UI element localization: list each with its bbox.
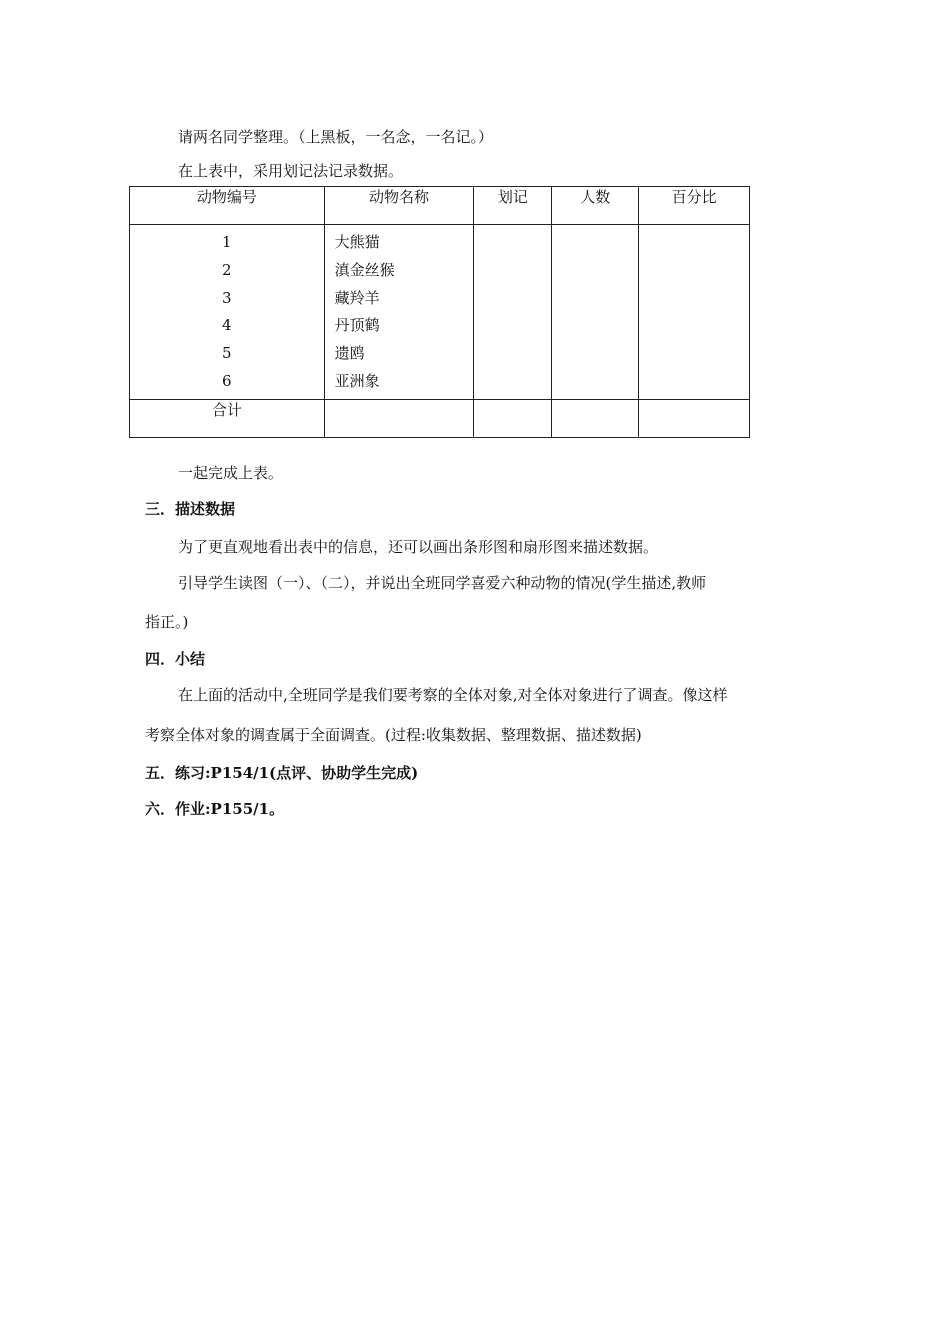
animal-name-column xyxy=(324,225,474,400)
header-animal-id: 动物编号 xyxy=(130,187,325,225)
animal-tally-table xyxy=(129,186,750,438)
instruction-paragraph: 请两名同学整理。（上黑板，一名念，一名记。） xyxy=(178,128,494,146)
summary-paragraph-line2: 考察全体对象的调查属于全面调查。(过程:收集数据、整理数据、描述数据) xyxy=(145,726,642,744)
animal-name: 大熊猫 xyxy=(334,233,380,251)
header-percent: 百分比 xyxy=(639,187,750,225)
section-heading-exercise: 五．练习:P154/1(点评、协助学生完成) xyxy=(145,764,419,782)
table-body-row xyxy=(130,225,750,400)
count-column xyxy=(552,225,639,400)
header-tally: 划记 xyxy=(474,187,552,225)
animal-id: 6 xyxy=(222,371,232,390)
animal-name: 藏羚羊 xyxy=(334,288,380,307)
summary-paragraph-line1: 在上面的活动中,全班同学是我们要考察的全体对象,对全体对象进行了调查。像这样 xyxy=(178,686,728,704)
header-count: 人数 xyxy=(552,187,639,225)
section-heading-homework: 六．作业:P155/1。 xyxy=(145,800,285,818)
animal-id: 3 xyxy=(222,288,232,307)
header-animal-name: 动物名称 xyxy=(324,187,474,225)
total-count-cell xyxy=(552,399,639,437)
guide-reading-paragraph-line1: 引导学生读图（一）、（二），并说出全班同学喜爱六种动物的情况(学生描述,教师 xyxy=(178,574,707,592)
animal-id: 2 xyxy=(222,260,232,279)
complete-table-paragraph: 一起完成上表。 xyxy=(178,464,284,482)
guide-reading-paragraph-line2: 指正。) xyxy=(145,613,189,631)
total-percent-cell xyxy=(639,399,750,437)
animal-name: 丹顶鹤 xyxy=(334,316,380,335)
total-name-cell xyxy=(324,399,474,437)
animal-id: 4 xyxy=(222,316,232,335)
animal-name: 遗鸥 xyxy=(334,344,365,363)
animal-id: 5 xyxy=(222,344,232,363)
animal-id-column xyxy=(130,225,325,400)
percent-column xyxy=(639,225,750,400)
total-label: 合计 xyxy=(130,399,325,437)
animal-name: 滇金丝猴 xyxy=(334,260,395,279)
tally-paragraph: 在上表中，采用划记法记录数据。 xyxy=(178,162,404,180)
animal-id: 1 xyxy=(222,233,232,251)
total-tally-cell xyxy=(474,399,552,437)
section-heading-describe-data: 三．描述数据 xyxy=(145,500,236,518)
animal-name: 亚洲象 xyxy=(334,371,380,390)
table-total-row xyxy=(130,399,750,437)
tally-column xyxy=(474,225,552,400)
describe-data-paragraph: 为了更直观地看出表中的信息，还可以画出条形图和扇形图来描述数据。 xyxy=(178,538,659,556)
section-heading-summary: 四．小结 xyxy=(145,650,206,668)
table-header-row xyxy=(130,187,750,225)
